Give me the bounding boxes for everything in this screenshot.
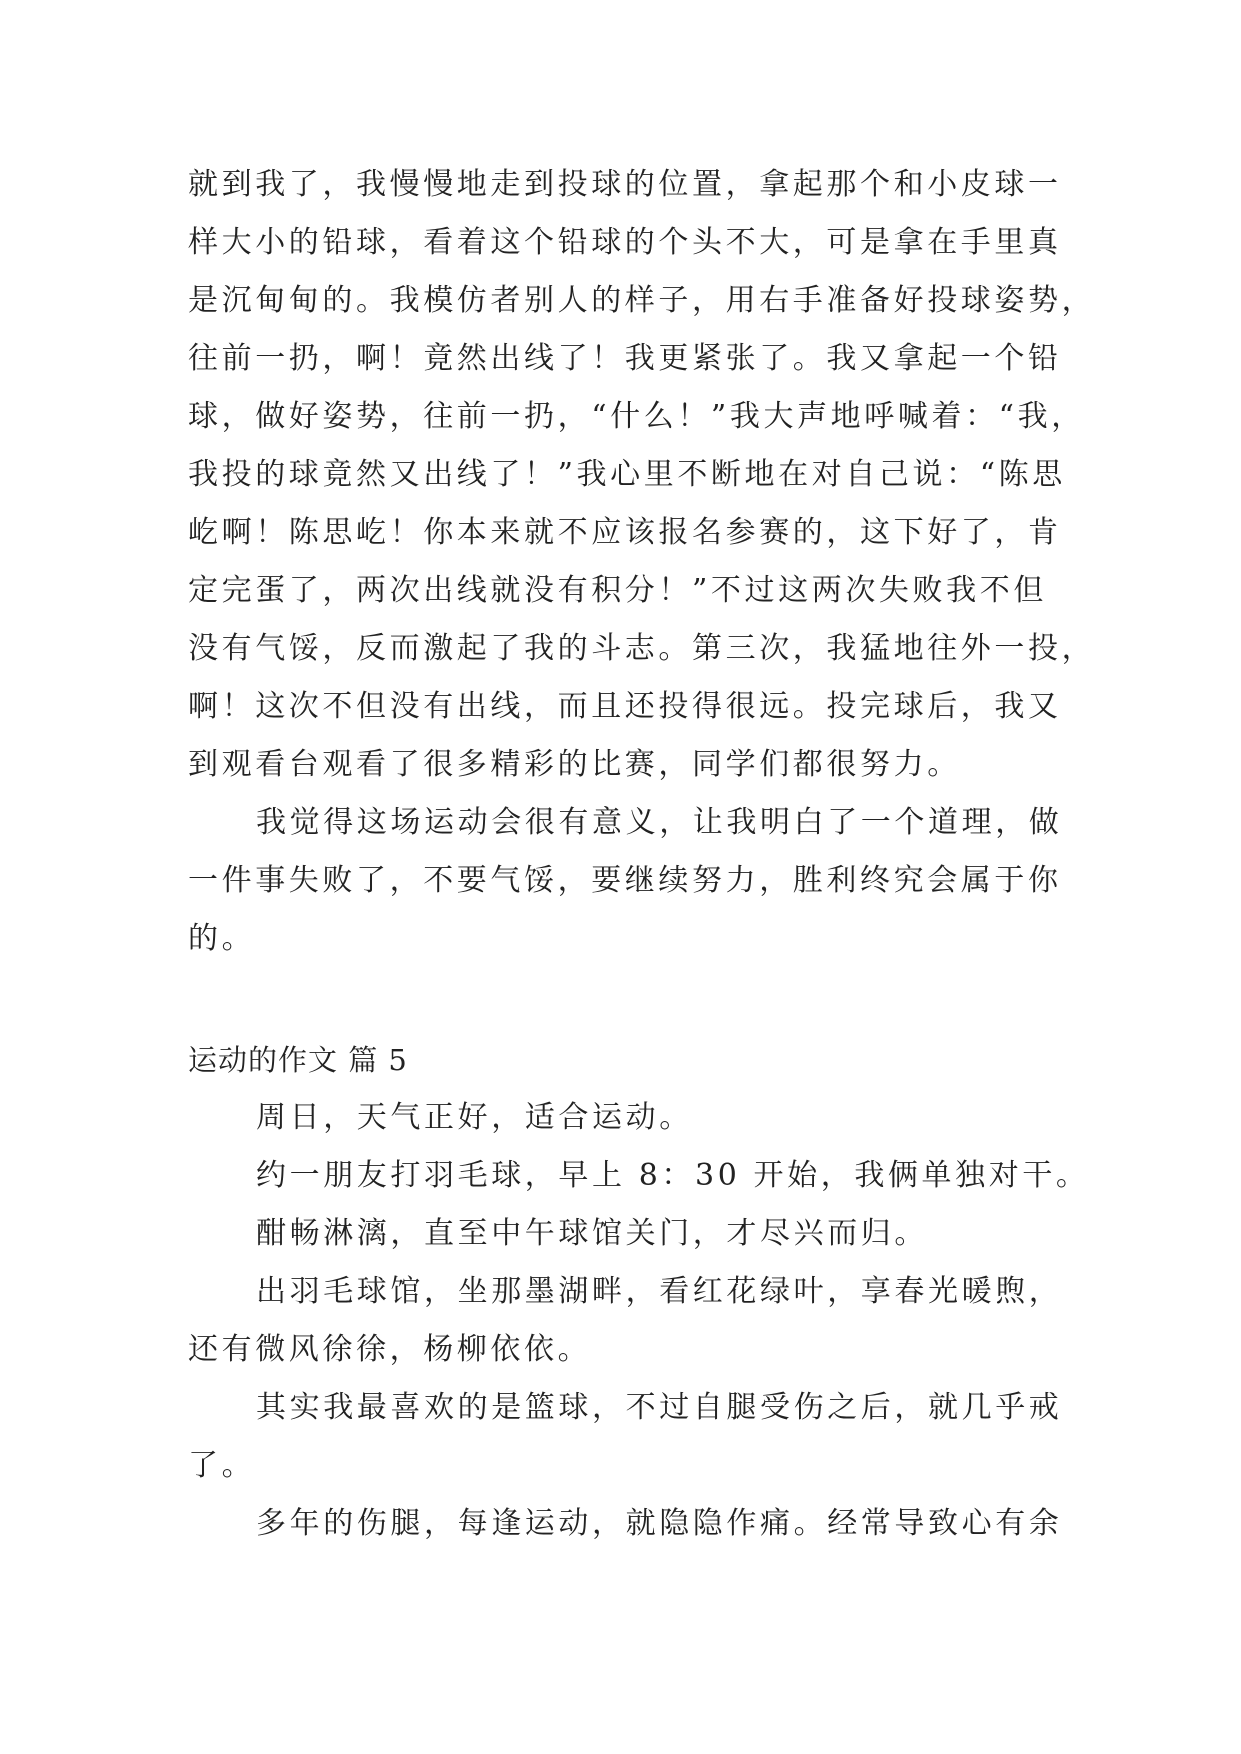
paragraph-line: 还有微风徐徐，杨柳依依。 xyxy=(188,1332,592,1367)
paragraph-line: 周日，天气正好，适合运动。 xyxy=(256,1100,693,1135)
paragraph-line: 其实我最喜欢的是篮球，不过自腿受伤之后，就几乎戒 xyxy=(256,1390,1063,1425)
paragraph-line: 球，做好姿势，往前一扔，“什么！”我大声地呼喊着：“我， xyxy=(188,399,1085,434)
paragraph-line: 屹啊！陈思屹！你本来就不应该报名参赛的，这下好了，肯 xyxy=(188,515,1062,550)
paragraph-line: 往前一扔，啊！竟然出线了！我更紧张了。我又拿起一个铅 xyxy=(188,341,1062,376)
paragraph-line: 一件事失败了，不要气馁，要继续努力，胜利终究会属于你 xyxy=(188,863,1062,898)
paragraph-line: 啊！这次不但没有出线，而且还投得很远。投完球后，我又 xyxy=(188,689,1062,724)
paragraph-line: 我投的球竟然又出线了！”我心里不断地在对自己说：“陈思 xyxy=(188,457,1066,492)
paragraph-line: 酣畅淋漓，直至中午球馆关门，才尽兴而归。 xyxy=(256,1216,928,1251)
section-title: 运动的作文 篇 5 xyxy=(188,1043,408,1077)
paragraph-line: 到观看台观看了很多精彩的比赛，同学们都很努力。 xyxy=(188,747,961,782)
paragraph-line: 出羽毛球馆，坐那墨湖畔，看红花绿叶，享春光暖煦， xyxy=(256,1274,1063,1309)
paragraph-line: 多年的伤腿，每逢运动，就隐隐作痛。经常导致心有余 xyxy=(256,1506,1063,1541)
paragraph-line: 就到我了，我慢慢地走到投球的位置，拿起那个和小皮球一 xyxy=(188,167,1062,202)
paragraph-line: 样大小的铅球，看着这个铅球的个头不大，可是拿在手里真 xyxy=(188,225,1062,260)
paragraph-line: 约一朋友打羽毛球，早上 8：30 开始，我俩单独对干。 xyxy=(256,1158,1090,1193)
paragraph-line: 没有气馁，反而激起了我的斗志。第三次，我猛地往外一投， xyxy=(188,631,1096,666)
paragraph-line: 是沉甸甸的。我模仿者别人的样子，用右手准备好投球姿势， xyxy=(188,283,1096,318)
paragraph-line: 的。 xyxy=(188,921,256,956)
paragraph-line: 了。 xyxy=(188,1448,256,1483)
paragraph-line: 我觉得这场运动会很有意义，让我明白了一个道理，做 xyxy=(256,805,1063,840)
paragraph-line: 定完蛋了，两次出线就没有积分！”不过这两次失败我不但 xyxy=(188,573,1047,608)
